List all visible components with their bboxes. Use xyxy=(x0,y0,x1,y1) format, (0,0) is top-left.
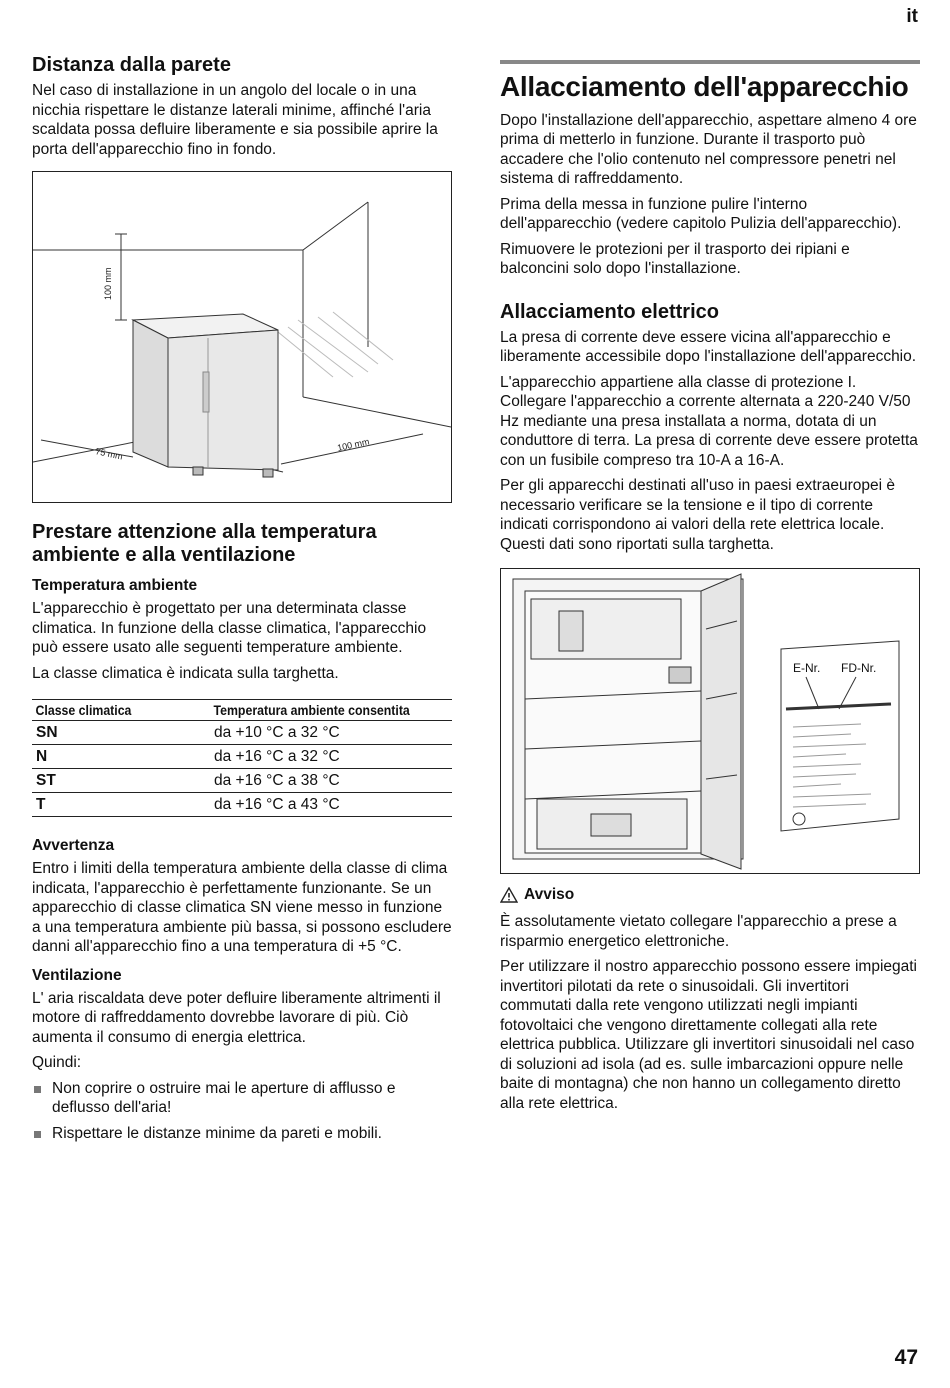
table-cell-class: T xyxy=(32,793,210,817)
connection-heading: Allacciamento dell'apparecchio xyxy=(500,71,909,102)
table-row xyxy=(32,769,452,793)
table-cell-class: N xyxy=(32,745,210,769)
table-row xyxy=(32,721,452,745)
temperature-text-2: La classe climatica è indicata sulla targhetta. xyxy=(32,664,339,682)
electric-text-2: L'apparecchio appartiene alla classe di protezione I. Collegare l'apparecchio a corrente alternata a 220-240 V/50 Hz mediante una presa installata a norma, dotata di un conduttore di terra. La presa di corrente deve essere protetta con un fusibile compreso tra 10-A a 16-A. xyxy=(500,373,918,469)
electric-text-3: Per gli apparecchi destinati all'uso in paesi extraeuropei è necessario verificare se la tensione e il tipo di corrente indicati corrispondono ai valori della rete elettrica locale. Questi dati sono riportati sulla targhetta. xyxy=(500,477,896,553)
wall-corner-illustration xyxy=(33,172,451,502)
ventilation-text-2: Quindi: xyxy=(32,1054,82,1071)
electric-heading: Allacciamento elettrico xyxy=(500,300,719,323)
warning-text-2: Per utilizzare il nostro apparecchio possono essere impiegati invertitori pilotati da rete o sinusoidali. Gli invertitori commutati dalla rete vengono utilizzati negli impianti fotovoltaici che vengono direttamente collegati alla rete elettrica pubblica. Utilizzare gli invertitori sinusoidali nel caso di soluzioni ad isola (ad es. sulle imbarcazioni oppure nelle baite di montagna) che non hanno un collegamento diretto alla rete elettrica. xyxy=(500,958,917,1112)
e-nr-label: E-Nr. xyxy=(793,661,821,676)
dim-label-top: 100 mm xyxy=(103,267,113,300)
temperature-text: L'apparecchio è progettato per una determinata classe climatica. In funzione della classe climatica, l'apparecchio può essere usato alle seguenti temperature ambiente. xyxy=(32,600,427,656)
distance-text: Nel caso di installazione in un angolo del locale o in una nicchia rispettare le distanze laterali minime, affinché l'aria scaldata possa defluire liberamente e sia possibile aprire la porta dell'apparecchio fino in fondo. xyxy=(32,82,438,158)
rating-plate-figure xyxy=(500,568,920,874)
ambient-heading: Prestare attenzione alla temperatura ambiente e alla ventilazione xyxy=(32,521,377,566)
ventilation-subheading: Ventilazione xyxy=(32,966,122,984)
connection-text-2: Prima della messa in funzione pulire l'interno dell'apparecchio (vedere capitolo Pulizia dell'apparecchio). xyxy=(500,195,902,233)
climate-class-table xyxy=(32,699,452,817)
list-item: Non coprire o ostruire mai le aperture di afflusso e deflusso dell'aria! xyxy=(32,1079,452,1118)
ventilation-text: L' aria riscaldata deve poter defluire liberamente altrimenti il motore di raffreddamento dovrebbe lavorare di più. Ciò aumenta il consumo di energia elettrica. xyxy=(32,989,441,1046)
left-column xyxy=(32,54,452,1149)
table-row xyxy=(32,745,452,769)
warning-triangle-icon xyxy=(500,887,518,903)
connection-text-1: Dopo l'installazione dell'apparecchio, aspettare almeno 4 ore prima di metterlo in funzione. Durante il trasporto può accadere che l'olio contenuto nel compressore penetri nel sistema di raffreddamento. xyxy=(500,111,917,188)
table-cell-range: da +16 °C a 38 °C xyxy=(210,769,452,793)
table-cell-class: SN xyxy=(32,721,210,745)
table-cell-range: da +16 °C a 32 °C xyxy=(210,745,452,769)
electric-text-1: La presa di corrente deve essere vicina all'apparecchio e liberamente accessibile dopo l'installazione dell'apparecchio. xyxy=(500,328,917,366)
right-column xyxy=(500,60,920,1119)
table-header-class: Classe climatica xyxy=(32,700,189,721)
table-cell-range: da +10 °C a 32 °C xyxy=(210,721,452,745)
installation-distance-figure xyxy=(32,171,452,503)
dim-label-right: 100 mm xyxy=(336,436,371,453)
table-header-temperature: Temperatura ambiente consentita xyxy=(210,700,423,721)
table-cell-class: ST xyxy=(32,769,210,793)
fd-nr-label: FD-Nr. xyxy=(841,661,877,676)
warning-title: Avviso xyxy=(524,886,575,904)
warning-heading xyxy=(500,886,920,904)
fridge-open-illustration xyxy=(501,569,919,873)
warning-text-1: È assolutamente vietato collegare l'apparecchio a prese a risparmio energetico elettroniche. xyxy=(500,913,897,950)
note-subheading: Avvertenza xyxy=(32,837,115,854)
dim-label-left: 75 mm xyxy=(94,446,124,462)
temperature-subheading: Temperatura ambiente xyxy=(32,577,198,594)
distance-heading: Distanza dalla parete xyxy=(32,54,231,76)
connection-text-3: Rimuovere le protezioni per il trasporto dei ripiani e balconcini solo dopo l'installazione. xyxy=(500,240,850,278)
note-text: Entro i limiti della temperatura ambiente della classe di clima indicata, l'apparecchio è perfettamente funzionante. Se un apparecchio di classe climatica SN viene messo in funzione a una temperatura ambiente più bassa, si possono escludere danni all'apparecchio fino a una temperatura di +5 °C. xyxy=(32,860,452,955)
section-rule xyxy=(500,60,920,64)
list-item: Rispettare le distanze minime da pareti e mobili. xyxy=(32,1124,452,1144)
ventilation-list xyxy=(32,1079,452,1144)
table-cell-range: da +16 °C a 43 °C xyxy=(210,793,452,817)
table-row xyxy=(32,793,452,817)
page-number: 47 xyxy=(894,1346,918,1369)
language-code: it xyxy=(906,6,918,27)
